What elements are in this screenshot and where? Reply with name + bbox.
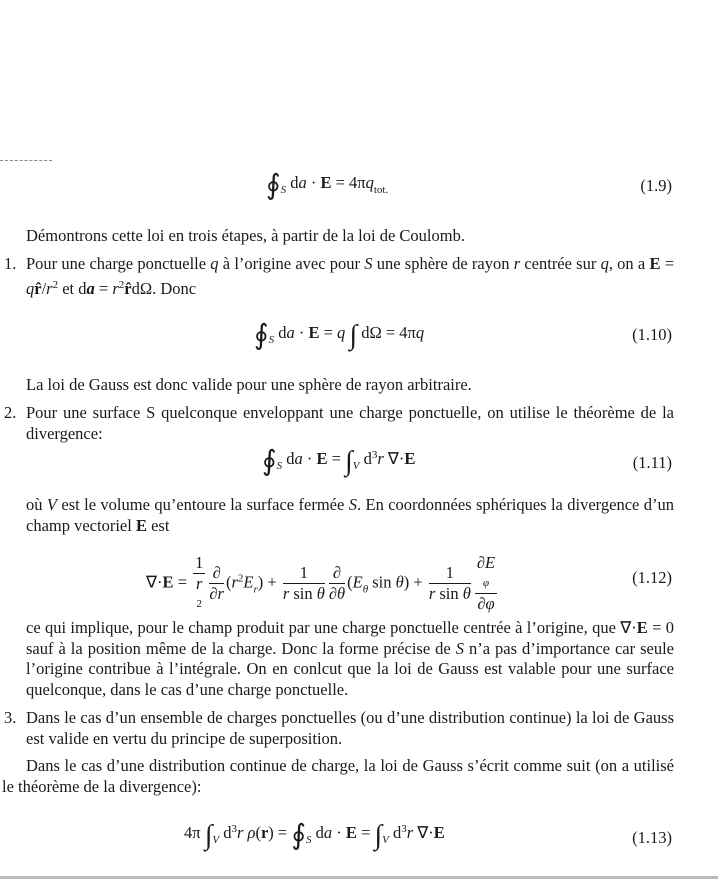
equation-number: (1.11) — [632, 453, 672, 472]
list-marker-2: 2. — [4, 403, 17, 422]
equation-1-12: ∇·E = 1 r 2 $\frac{\partial}{\partial r}$ $(r^2E_r)$ + $\frac{1}{\text{r sin θ}}$ $\frac{\partial}{\partial\theta}$ ($E_\theta$ sin θ) + $\frac{1}{\text{r sin θ}}$ ∂E φ ∂φ — [146, 553, 496, 613]
equation-1-10: $∮_S$ da · E = q ∫ dΩ = 4πq — [254, 320, 425, 351]
paragraph-intro: Démontrons cette loi en trois étapes, à partir de la loi de Coulomb. — [26, 226, 465, 245]
equation-number: (1.13) — [632, 828, 672, 847]
equation-1-9: $∮_S$ da · $E = 4\pi q_{tot.}$ — [266, 170, 389, 201]
page-edge-mark — [0, 160, 52, 161]
equation-1-11: $∮_S$ da · $E = \int_V$ $d^3r$ ∇·E — [262, 446, 416, 477]
item-1-conclusion: La loi de Gauss est donc valide pour une sphère de rayon arbitraire. — [26, 375, 472, 394]
item-2-conclusion: ce qui implique, pour le champ produit par une charge ponctuelle centrée à l’origine, que ∇·E = 0 sauf à la position même de la charge. Donc la forme précise de S n’a pas d’importance car seule l’origine contribue à l’intégrale. On en conlcut que la loi de Gauss est valable pour une surface quelconque, dans le cas d’une charge ponctuelle. — [26, 618, 674, 699]
list-item-3: Dans le cas d’un ensemble de charges ponctuelles (ou d’une distribution continue) la loi de Gauss est valide en vertu du principe de superposition. — [26, 708, 674, 748]
equation-number: (1.12) — [632, 568, 672, 587]
list-item-1: Pour une charge ponctuelle q à l’origine avec pour S une sphère de rayon r centrée sur q, on a $E = qr̂/r^2$ et da = $r^2r̂d\Omega$. Donc — [26, 254, 674, 298]
list-marker-3: 3. — [4, 708, 17, 727]
equation-number: (1.10) — [632, 325, 672, 344]
item-2-continuation: où V est le volume qu’entoure la surface fermée S. En coordonnées sphériques la divergence d’un champ vectoriel E est — [26, 495, 674, 535]
equation-number: (1.9) — [640, 176, 672, 195]
paragraph-final: Dans le cas d’une distribution continue de charge, la loi de Gauss s’écrit comme suit (on a utilisé le théorème de la divergence): — [2, 756, 674, 796]
equation-1-13: 4π $\int_V$ $d^3r$ $\rho(r) = ∮_S$ da · $E = \int_V$ $d^3r$ ∇·E — [184, 820, 445, 851]
list-item-2: Pour une surface S quelconque enveloppant une charge ponctuelle, on utilise le théorème de la divergence: — [26, 403, 674, 443]
list-marker-1: 1. — [4, 254, 17, 273]
